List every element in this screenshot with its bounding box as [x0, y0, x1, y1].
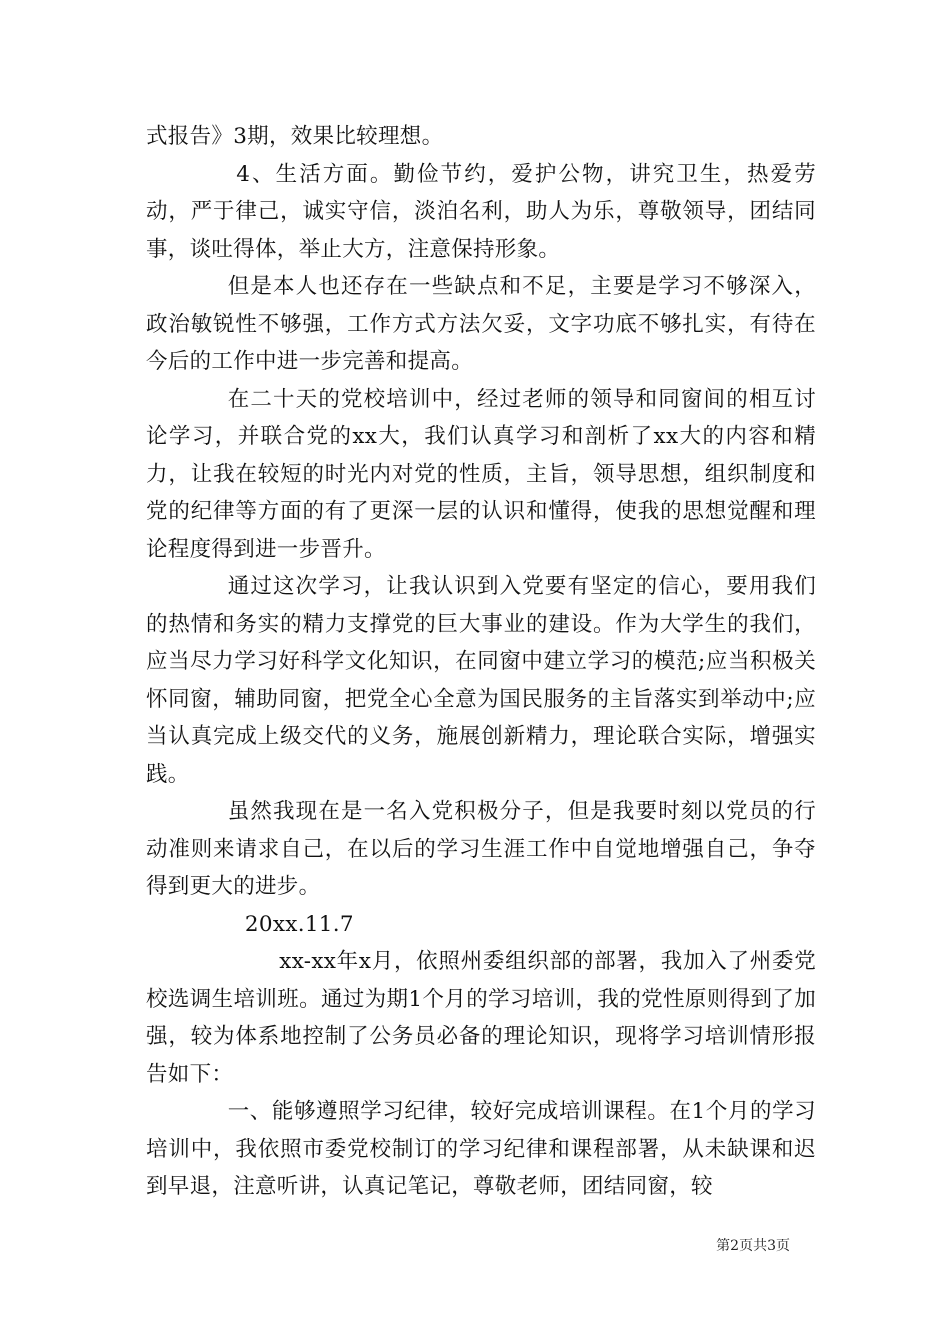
paragraph-4: 在二十天的党校培训中，经过老师的领导和同窗间的相互讨论学习，并联合党的xx大，我们认真学习和剖析了xx大的内容和精力，让我在较短的时光内对党的性质，主旨，领导思想，组织制度和党的纪律等方面的有了更深一层的认识和懂得，使我的思想觉醒和理论程度得到进一步晋升。 [146, 386, 816, 562]
paragraph-3: 但是本人也还存在一些缺点和不足，主要是学习不够深入，政治敏锐性不够强，工作方式方法欠妥，文字功底不够扎实，有待在今后的工作中进一步完善和提高。 [146, 274, 816, 374]
paragraph-7: xx-xx年x月，依照州委组织部的部署，我加入了州委党校选调生培训班。通过为期1个月的学习培训，我的党性原则得到了加强，较为体系地控制了公务员必备的理论知识，现将学习培训情形报告如下： [146, 949, 816, 1087]
paragraph-6: 虽然我现在是一名入党积极分子，但是我要时刻以党员的行动准则来请求自己，在以后的学习生涯工作中自觉地增强自己，争夺得到更大的进步。 [146, 799, 816, 899]
paragraph-1: 式报告》3期，效果比较理想。 [146, 124, 444, 149]
page-number: 第2页共3页 [716, 1238, 790, 1254]
paragraph-8: 一、能够遵照学习纪律，较好完成培训课程。在1个月的学习培训中，我依照市委党校制订的学习纪律和课程部署，从未缺课和迟到早退，注意听讲，认真记笔记，尊敬老师，团结同窗，较 [146, 1099, 816, 1199]
paragraph-5: 通过这次学习，让我认识到入党要有坚定的信心，要用我们的热情和务实的精力支撑党的巨大事业的建设。作为大学生的我们，应当尽力学习好科学文化知识，在同窗中建立学习的模范;应当积极关怀同窗，辅助同窗，把党全心全意为国民服务的主旨落实到举动中;应当认真完成上级交代的义务，施展创新精力，理论联合实际，增强实践。 [146, 574, 816, 787]
date-line: 20xx.11.7 [244, 911, 354, 937]
paragraph-2: 4、生活方面。勤俭节约，爱护公物，讲究卫生，热爱劳动，严于律己，诚实守信，淡泊名利，助人为乐，尊敬领导，团结同事，谈吐得体，举止大方，注意保持形象。 [146, 161, 816, 262]
document-body [146, 118, 816, 1206]
